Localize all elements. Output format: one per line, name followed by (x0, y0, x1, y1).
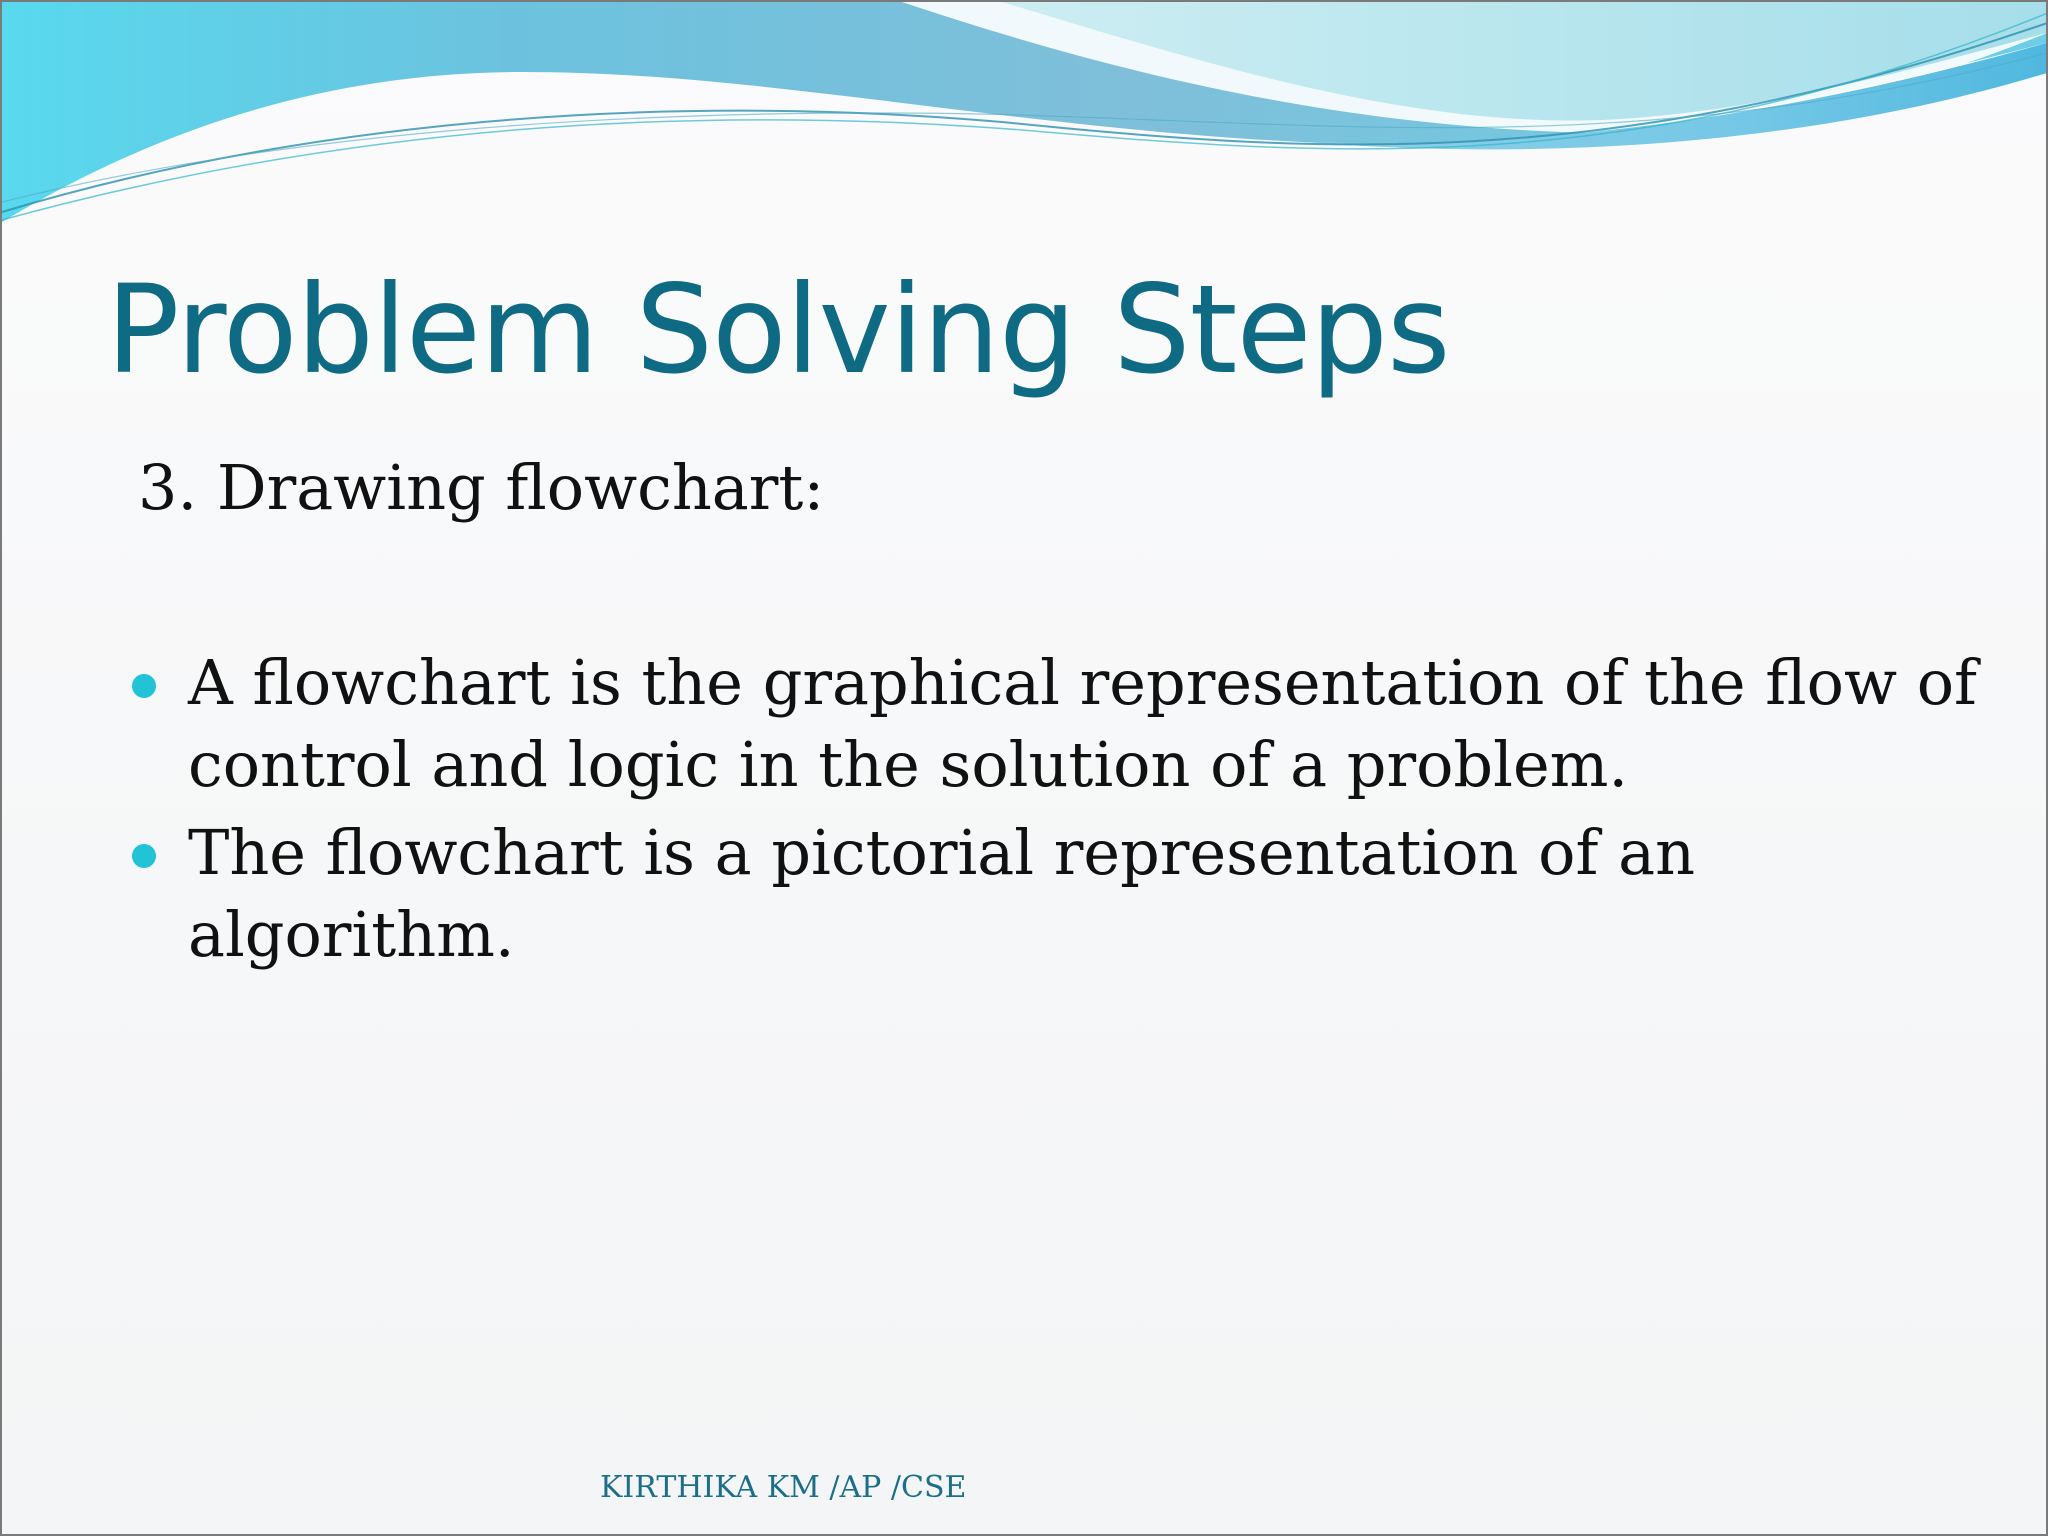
bullet-dot-icon (132, 844, 156, 868)
bullet-text: The flowchart is a pictorial representation of an algorithm. (188, 816, 1696, 971)
bullet-item (126, 812, 1986, 976)
bullet-text: A flowchart is the graphical representation of the flow of control and logic in the solution of a problem. (188, 646, 1978, 801)
bullet-list (126, 642, 1986, 982)
bullet-dot-icon (132, 674, 156, 698)
footer-author: KIRTHIKA KM /AP /CSE (600, 1470, 967, 1505)
slide-title: Problem Solving Steps (106, 259, 1450, 401)
bullet-item (126, 642, 1986, 806)
header-wave-decoration (2, 2, 2048, 242)
step-subheading: 3. Drawing flowchart: (138, 451, 825, 524)
